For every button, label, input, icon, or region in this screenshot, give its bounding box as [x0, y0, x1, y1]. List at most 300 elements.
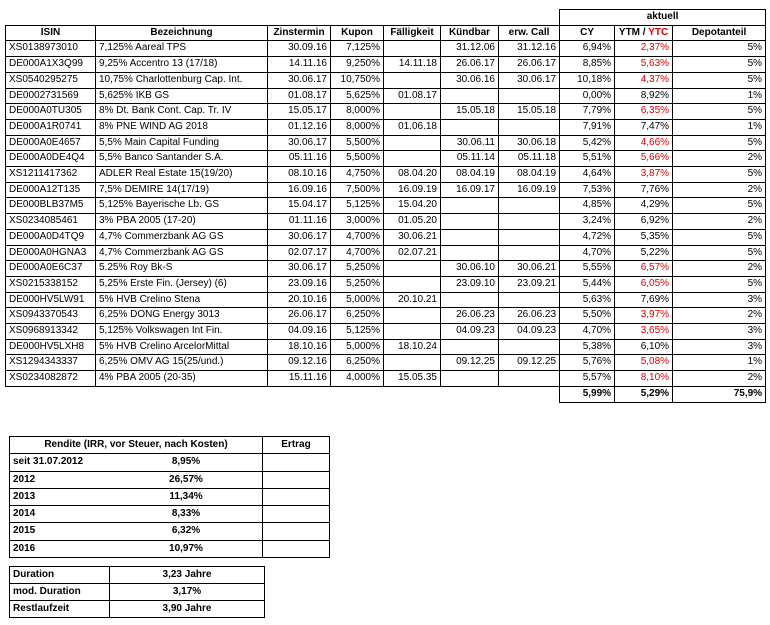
total-cy: 5,99% — [560, 386, 615, 402]
totals-row — [6, 386, 766, 402]
returns-row-inner — [13, 454, 259, 470]
returns-period-label: 2015 — [13, 525, 36, 537]
kuendbar-cell — [441, 88, 499, 104]
faelligkeit-cell: 16.09.19 — [384, 182, 441, 198]
ytm-ytc-cell: 4,37% — [615, 72, 673, 88]
header-ytm-ytc — [615, 25, 673, 41]
depotanteil-cell: 1% — [673, 119, 766, 135]
ytm-ytc-cell: 5,08% — [615, 355, 673, 371]
depotanteil-cell: 3% — [673, 292, 766, 308]
kupon-cell: 4,700% — [331, 245, 384, 261]
cy-cell: 6,94% — [560, 41, 615, 57]
cy-cell: 0,00% — [560, 88, 615, 104]
name-cell: 8% PNE WIND AG 2018 — [96, 119, 268, 135]
erw-call-cell: 05.11.18 — [499, 151, 560, 167]
bond-row — [6, 198, 766, 214]
kupon-cell: 5,125% — [331, 198, 384, 214]
kupon-cell: 3,000% — [331, 214, 384, 230]
returns-row — [10, 506, 330, 523]
kupon-cell: 5,000% — [331, 339, 384, 355]
returns-row-inner — [13, 541, 259, 557]
kuendbar-cell — [441, 229, 499, 245]
kupon-cell: 5,125% — [331, 324, 384, 340]
erw-call-cell — [499, 88, 560, 104]
name-cell: 4% PBA 2005 (20-35) — [96, 371, 268, 387]
name-cell: 5,5% Banco Santander S.A. — [96, 151, 268, 167]
faelligkeit-cell — [384, 276, 441, 292]
metric-value: 3,90 Jahre — [110, 601, 265, 618]
kuendbar-cell: 08.04.19 — [441, 167, 499, 183]
zinstermin-cell: 15.05.17 — [268, 104, 331, 120]
cy-cell: 4,70% — [560, 324, 615, 340]
metric-row — [10, 584, 265, 601]
total-depotanteil: 75,9% — [673, 386, 766, 402]
zinstermin-cell: 26.06.17 — [268, 308, 331, 324]
cy-cell: 7,53% — [560, 182, 615, 198]
metric-label: Duration — [10, 567, 110, 584]
returns-row — [10, 523, 330, 540]
returns-row-inner — [13, 472, 259, 488]
cy-cell: 5,57% — [560, 371, 615, 387]
metric-row — [10, 601, 265, 618]
erw-call-cell — [499, 371, 560, 387]
kuendbar-cell — [441, 119, 499, 135]
zinstermin-cell: 23.09.16 — [268, 276, 331, 292]
faelligkeit-cell — [384, 41, 441, 57]
returns-value — [263, 454, 330, 471]
bond-row — [6, 41, 766, 57]
returns-period-value: 11,34% — [169, 490, 203, 502]
returns-period-label: 2016 — [13, 542, 36, 554]
returns-period — [10, 523, 263, 540]
faelligkeit-cell — [384, 308, 441, 324]
bond-row — [6, 182, 766, 198]
returns-row-inner — [13, 489, 259, 505]
zinstermin-cell: 30.06.17 — [268, 261, 331, 277]
isin-cell: DE000A0DE4Q4 — [6, 151, 96, 167]
erw-call-cell: 04.09.23 — [499, 324, 560, 340]
isin-cell: XS0234085461 — [6, 214, 96, 230]
erw-call-cell — [499, 229, 560, 245]
header-depotanteil: Depotanteil — [673, 25, 766, 41]
returns-value — [263, 523, 330, 540]
isin-cell: XS0540295275 — [6, 72, 96, 88]
header-ytc: YTC — [648, 26, 669, 38]
header-faelligkeit: Fälligkeit — [384, 25, 441, 41]
faelligkeit-cell: 30.06.21 — [384, 229, 441, 245]
depotanteil-cell: 2% — [673, 371, 766, 387]
faelligkeit-cell: 01.06.18 — [384, 119, 441, 135]
returns-table — [9, 436, 330, 558]
zinstermin-cell: 30.06.17 — [268, 135, 331, 151]
returns-period-label: 2012 — [13, 473, 36, 485]
faelligkeit-cell: 15.04.20 — [384, 198, 441, 214]
faelligkeit-cell — [384, 261, 441, 277]
zinstermin-cell: 30.09.16 — [268, 41, 331, 57]
kupon-cell: 4,750% — [331, 167, 384, 183]
isin-cell: DE000A1R0741 — [6, 119, 96, 135]
depotanteil-cell: 3% — [673, 339, 766, 355]
returns-row-inner — [13, 523, 259, 539]
returns-period — [10, 471, 263, 488]
bond-row — [6, 167, 766, 183]
returns-header-row — [10, 437, 330, 454]
zinstermin-cell: 04.09.16 — [268, 324, 331, 340]
name-cell: 5,25% Erste Fin. (Jersey) (6) — [96, 276, 268, 292]
cy-cell: 5,44% — [560, 276, 615, 292]
name-cell: ADLER Real Estate 15(19/20) — [96, 167, 268, 183]
returns-value — [263, 506, 330, 523]
kuendbar-cell: 30.06.10 — [441, 261, 499, 277]
kuendbar-cell — [441, 245, 499, 261]
isin-cell: DE000A0E4657 — [6, 135, 96, 151]
erw-call-cell — [499, 292, 560, 308]
kuendbar-cell: 26.06.23 — [441, 308, 499, 324]
header-ytm: YTM / — [618, 26, 646, 38]
kupon-cell: 4,700% — [331, 229, 384, 245]
metric-value: 3,23 Jahre — [110, 567, 265, 584]
ytm-ytc-cell: 3,97% — [615, 308, 673, 324]
kupon-cell: 5,500% — [331, 135, 384, 151]
bond-row — [6, 119, 766, 135]
erw-call-cell — [499, 214, 560, 230]
bond-row — [6, 88, 766, 104]
erw-call-cell — [499, 245, 560, 261]
bond-portfolio-table — [5, 9, 766, 403]
isin-cell: XS0138973010 — [6, 41, 96, 57]
metric-value: 3,17% — [110, 584, 265, 601]
kuendbar-cell: 16.09.17 — [441, 182, 499, 198]
depotanteil-cell: 2% — [673, 182, 766, 198]
isin-cell: DE0002731569 — [6, 88, 96, 104]
total-ytm: 5,29% — [615, 386, 673, 402]
returns-period-value: 10,97% — [169, 542, 203, 554]
isin-cell: DE000A12T135 — [6, 182, 96, 198]
erw-call-cell: 23.09.21 — [499, 276, 560, 292]
bond-row — [6, 355, 766, 371]
returns-value — [263, 488, 330, 505]
header-zinstermin: Zinstermin — [268, 25, 331, 41]
aktuell-header-row — [6, 10, 766, 26]
kupon-cell: 9,250% — [331, 57, 384, 73]
bond-row — [6, 339, 766, 355]
kupon-cell: 7,500% — [331, 182, 384, 198]
name-cell: 9,25% Accentro 13 (17/18) — [96, 57, 268, 73]
returns-period — [10, 488, 263, 505]
faelligkeit-cell — [384, 104, 441, 120]
name-cell: 4,7% Commerzbank AG GS — [96, 229, 268, 245]
kuendbar-cell — [441, 198, 499, 214]
zinstermin-cell: 01.08.17 — [268, 88, 331, 104]
bond-row — [6, 229, 766, 245]
kuendbar-cell: 23.09.10 — [441, 276, 499, 292]
kuendbar-cell — [441, 292, 499, 308]
faelligkeit-cell: 08.04.20 — [384, 167, 441, 183]
erw-call-cell — [499, 339, 560, 355]
metric-row — [10, 567, 265, 584]
header-bezeichnung: Bezeichnung — [96, 25, 268, 41]
returns-period-label: 2013 — [13, 490, 36, 502]
isin-cell: DE000A0HGNA3 — [6, 245, 96, 261]
zinstermin-cell: 30.06.17 — [268, 72, 331, 88]
cy-cell: 5,42% — [560, 135, 615, 151]
returns-period-label: 2014 — [13, 508, 36, 520]
cy-cell: 5,38% — [560, 339, 615, 355]
faelligkeit-cell — [384, 72, 441, 88]
bond-row — [6, 135, 766, 151]
depotanteil-cell: 2% — [673, 308, 766, 324]
erw-call-cell: 30.06.18 — [499, 135, 560, 151]
returns-row — [10, 488, 330, 505]
faelligkeit-cell — [384, 135, 441, 151]
isin-cell: XS0215338152 — [6, 276, 96, 292]
cy-cell: 5,63% — [560, 292, 615, 308]
ytm-ytc-cell: 7,76% — [615, 182, 673, 198]
ytm-ytc-cell: 6,57% — [615, 261, 673, 277]
kupon-cell: 7,125% — [331, 41, 384, 57]
name-cell: 5.25% Roy Bk-S — [96, 261, 268, 277]
depotanteil-cell: 5% — [673, 229, 766, 245]
cy-cell: 5,76% — [560, 355, 615, 371]
ytm-ytc-cell: 5,22% — [615, 245, 673, 261]
depotanteil-cell: 5% — [673, 245, 766, 261]
cy-cell: 4,85% — [560, 198, 615, 214]
header-kupon: Kupon — [331, 25, 384, 41]
returns-period — [10, 506, 263, 523]
kupon-cell: 8,000% — [331, 119, 384, 135]
name-cell: 5,125% Volkswagen Int Fin. — [96, 324, 268, 340]
ytm-ytc-cell: 5,66% — [615, 151, 673, 167]
bond-row — [6, 57, 766, 73]
cy-cell: 8,85% — [560, 57, 615, 73]
zinstermin-cell: 01.11.16 — [268, 214, 331, 230]
returns-period — [10, 454, 263, 471]
ytm-ytc-cell: 6,92% — [615, 214, 673, 230]
bond-row — [6, 104, 766, 120]
faelligkeit-cell: 20.10.21 — [384, 292, 441, 308]
erw-call-cell: 16.09.19 — [499, 182, 560, 198]
returns-period-value: 6,32% — [171, 525, 201, 537]
name-cell: 5,625% IKB GS — [96, 88, 268, 104]
ytm-ytc-cell: 6,05% — [615, 276, 673, 292]
erw-call-cell: 26.06.17 — [499, 57, 560, 73]
ytm-ytc-cell: 3,65% — [615, 324, 673, 340]
header-erw-call: erw. Call — [499, 25, 560, 41]
zinstermin-cell: 09.12.16 — [268, 355, 331, 371]
kupon-cell: 5,000% — [331, 292, 384, 308]
depotanteil-cell: 1% — [673, 88, 766, 104]
kupon-cell: 5,250% — [331, 276, 384, 292]
kupon-cell: 8,000% — [331, 104, 384, 120]
depotanteil-cell: 2% — [673, 151, 766, 167]
returns-period-value: 8,33% — [171, 508, 201, 520]
kuendbar-cell: 30.06.16 — [441, 72, 499, 88]
kuendbar-cell: 04.09.23 — [441, 324, 499, 340]
isin-cell: DE000A0D4TQ9 — [6, 229, 96, 245]
duration-metrics-table — [9, 566, 265, 618]
isin-cell: XS0968913342 — [6, 324, 96, 340]
erw-call-cell: 26.06.23 — [499, 308, 560, 324]
kupon-cell: 5,500% — [331, 151, 384, 167]
depotanteil-cell: 5% — [673, 276, 766, 292]
cy-cell: 3,24% — [560, 214, 615, 230]
cy-cell: 4,70% — [560, 245, 615, 261]
erw-call-cell: 15.05.18 — [499, 104, 560, 120]
depotanteil-cell: 5% — [673, 41, 766, 57]
returns-row-inner — [13, 506, 259, 522]
kupon-cell: 5,625% — [331, 88, 384, 104]
depotanteil-cell: 5% — [673, 167, 766, 183]
faelligkeit-cell: 01.05.20 — [384, 214, 441, 230]
kuendbar-cell: 09.12.25 — [441, 355, 499, 371]
erw-call-cell: 08.04.19 — [499, 167, 560, 183]
erw-call-cell: 09.12.25 — [499, 355, 560, 371]
kupon-cell: 6,250% — [331, 355, 384, 371]
ytm-ytc-cell: 5,63% — [615, 57, 673, 73]
returns-period-value: 8,95% — [171, 456, 201, 468]
depotanteil-cell: 3% — [673, 324, 766, 340]
name-cell: 7,125% Aareal TPS — [96, 41, 268, 57]
kuendbar-cell — [441, 214, 499, 230]
bond-row — [6, 276, 766, 292]
kuendbar-cell — [441, 339, 499, 355]
erw-call-cell: 30.06.21 — [499, 261, 560, 277]
faelligkeit-cell: 02.07.21 — [384, 245, 441, 261]
kuendbar-cell: 15.05.18 — [441, 104, 499, 120]
faelligkeit-cell — [384, 324, 441, 340]
name-cell: 5,5% Main Capital Funding — [96, 135, 268, 151]
kuendbar-cell: 30.06.11 — [441, 135, 499, 151]
bond-row — [6, 245, 766, 261]
name-cell: 6,25% DONG Energy 3013 — [96, 308, 268, 324]
depotanteil-cell: 1% — [673, 355, 766, 371]
depotanteil-cell: 2% — [673, 214, 766, 230]
erw-call-cell: 31.12.16 — [499, 41, 560, 57]
faelligkeit-cell: 18.10.24 — [384, 339, 441, 355]
ytm-ytc-cell: 6,35% — [615, 104, 673, 120]
zinstermin-cell: 30.06.17 — [268, 229, 331, 245]
depotanteil-cell: 5% — [673, 72, 766, 88]
zinstermin-cell: 20.10.16 — [268, 292, 331, 308]
ytm-ytc-cell: 7,69% — [615, 292, 673, 308]
returns-header-value: Ertrag — [263, 437, 330, 454]
depotanteil-cell: 5% — [673, 135, 766, 151]
returns-header-label: Rendite (IRR, vor Steuer, nach Kosten) — [10, 437, 263, 454]
zinstermin-cell: 01.12.16 — [268, 119, 331, 135]
erw-call-cell — [499, 119, 560, 135]
isin-cell: DE000BLB37M5 — [6, 198, 96, 214]
zinstermin-cell: 15.11.16 — [268, 371, 331, 387]
name-cell: 5,125% Bayerische Lb. GS — [96, 198, 268, 214]
returns-row — [10, 454, 330, 471]
zinstermin-cell: 05.11.16 — [268, 151, 331, 167]
zinstermin-cell: 18.10.16 — [268, 339, 331, 355]
bond-row — [6, 261, 766, 277]
cy-cell: 5,55% — [560, 261, 615, 277]
column-header-row — [6, 25, 766, 41]
name-cell: 7,5% DEMIRE 14(17/19) — [96, 182, 268, 198]
zinstermin-cell: 15.04.17 — [268, 198, 331, 214]
header-isin: ISIN — [6, 25, 96, 41]
ytm-ytc-cell: 5,35% — [615, 229, 673, 245]
kupon-cell: 5,250% — [331, 261, 384, 277]
ytm-ytc-cell: 8,92% — [615, 88, 673, 104]
name-cell: 8% Dt. Bank Cont. Cap. Tr. IV — [96, 104, 268, 120]
cy-cell: 5,50% — [560, 308, 615, 324]
bond-row — [6, 308, 766, 324]
ytm-ytc-cell: 8,10% — [615, 371, 673, 387]
bond-row — [6, 371, 766, 387]
kupon-cell: 4,000% — [331, 371, 384, 387]
returns-period — [10, 540, 263, 557]
kupon-cell: 6,250% — [331, 308, 384, 324]
name-cell: 10,75% Charlottenburg Cap. Int. — [96, 72, 268, 88]
metric-label: mod. Duration — [10, 584, 110, 601]
returns-period-label: seit 31.07.2012 — [13, 456, 84, 468]
aktuell-label: aktuell — [560, 10, 766, 26]
bond-row — [6, 324, 766, 340]
returns-value — [263, 471, 330, 488]
cy-cell: 7,79% — [560, 104, 615, 120]
isin-cell: DE000HV5LXH8 — [6, 339, 96, 355]
zinstermin-cell: 02.07.17 — [268, 245, 331, 261]
kuendbar-cell: 31.12.06 — [441, 41, 499, 57]
header-cy: CY — [560, 25, 615, 41]
depotanteil-cell: 5% — [673, 57, 766, 73]
bond-row — [6, 214, 766, 230]
isin-cell: DE000A1X3Q99 — [6, 57, 96, 73]
kuendbar-cell — [441, 371, 499, 387]
faelligkeit-cell — [384, 355, 441, 371]
name-cell: 4,7% Commerzbank AG GS — [96, 245, 268, 261]
kupon-cell: 10,750% — [331, 72, 384, 88]
name-cell: 3% PBA 2005 (17-20) — [96, 214, 268, 230]
ytm-ytc-cell: 6,10% — [615, 339, 673, 355]
erw-call-cell — [499, 198, 560, 214]
name-cell: 5% HVB Crelino Stena — [96, 292, 268, 308]
isin-cell: XS0943370543 — [6, 308, 96, 324]
faelligkeit-cell: 14.11.18 — [384, 57, 441, 73]
isin-cell: XS1294343337 — [6, 355, 96, 371]
faelligkeit-cell: 15.05.35 — [384, 371, 441, 387]
returns-period-value: 26,57% — [169, 473, 203, 485]
cy-cell: 4,72% — [560, 229, 615, 245]
faelligkeit-cell — [384, 151, 441, 167]
returns-row — [10, 471, 330, 488]
isin-cell: DE000A0TU305 — [6, 104, 96, 120]
ytm-ytc-cell: 4,29% — [615, 198, 673, 214]
kuendbar-cell: 26.06.17 — [441, 57, 499, 73]
kuendbar-cell: 05.11.14 — [441, 151, 499, 167]
returns-row — [10, 540, 330, 557]
metric-label: Restlaufzeit — [10, 601, 110, 618]
cy-cell: 5,51% — [560, 151, 615, 167]
bond-row — [6, 292, 766, 308]
depotanteil-cell: 5% — [673, 104, 766, 120]
ytm-ytc-cell: 4,66% — [615, 135, 673, 151]
faelligkeit-cell: 01.08.17 — [384, 88, 441, 104]
isin-cell: XS0234082872 — [6, 371, 96, 387]
zinstermin-cell: 14.11.16 — [268, 57, 331, 73]
cy-cell: 10,18% — [560, 72, 615, 88]
bond-row — [6, 72, 766, 88]
header-kuendbar: Kündbar — [441, 25, 499, 41]
ytm-ytc-cell: 7,47% — [615, 119, 673, 135]
ytm-ytc-cell: 3,87% — [615, 167, 673, 183]
isin-cell: DE000HV5LW91 — [6, 292, 96, 308]
returns-value — [263, 540, 330, 557]
cy-cell: 4,64% — [560, 167, 615, 183]
